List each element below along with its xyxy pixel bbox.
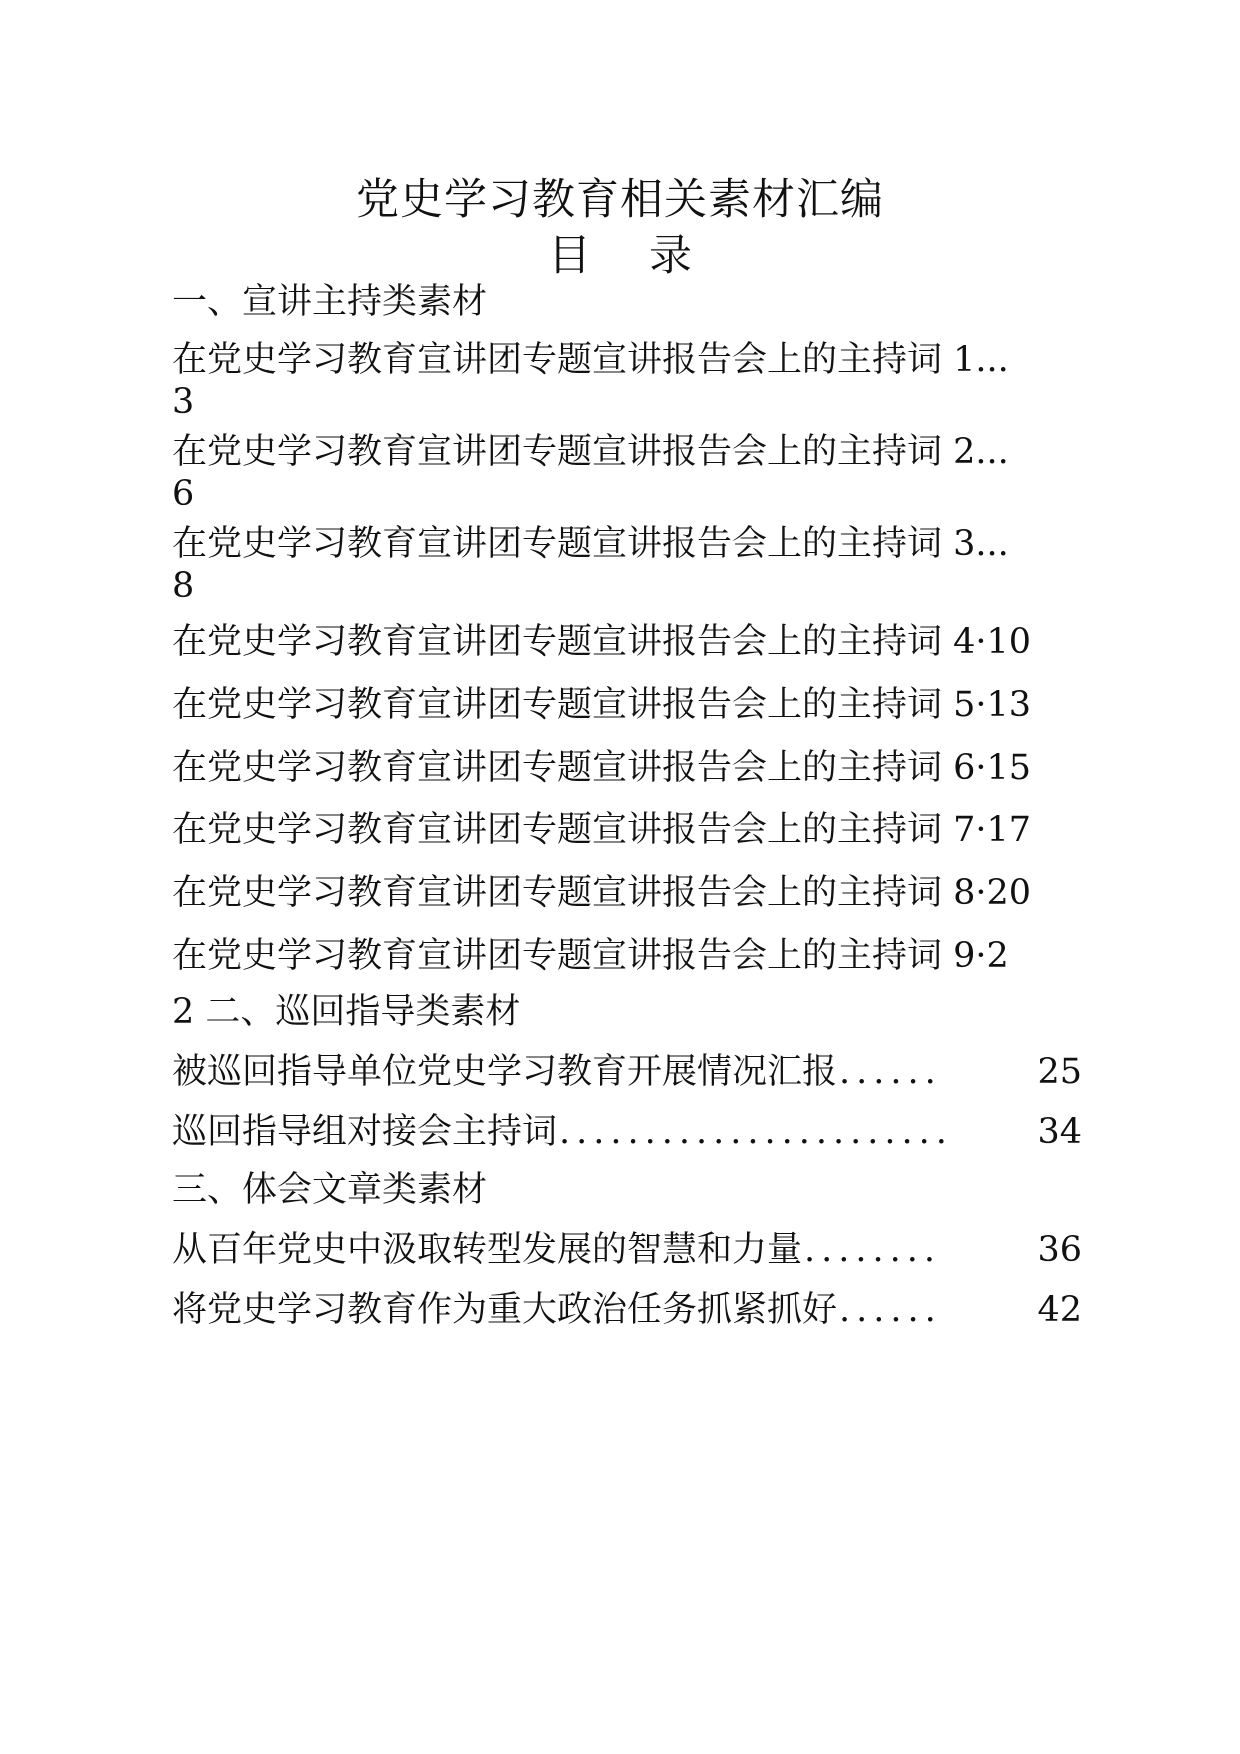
- toc-entry-wrap: 3: [172, 382, 195, 422]
- toc-entry-text: 在党史学习教育宣讲团专题宣讲报告会上的主持词: [172, 810, 943, 850]
- toc-entry-text: 在党史学习教育宣讲团专题宣讲报告会上的主持词: [172, 524, 943, 564]
- toc-entry-leader: ........: [804, 1230, 942, 1270]
- toc-section-heading: 2 二、巡回指导类素材: [172, 992, 521, 1032]
- toc-entry: [172, 683, 1082, 727]
- toc-entry-wrap: 8: [172, 566, 195, 606]
- toc-entry-page: 36: [1037, 1230, 1082, 1270]
- toc-entry: [172, 338, 1082, 382]
- toc-entry-suffix: 9·2: [942, 936, 1009, 976]
- toc-entry: [172, 871, 1082, 915]
- toc-entry-suffix: 7·17: [942, 810, 1032, 850]
- toc-entry-suffix: 4·10: [942, 622, 1032, 662]
- toc-entry-text: 在党史学习教育宣讲团专题宣讲报告会上的主持词: [172, 873, 943, 913]
- toc-entry-text: 在党史学习教育宣讲团专题宣讲报告会上的主持词: [172, 685, 943, 725]
- toc-entry-leader: .......................: [559, 1112, 953, 1152]
- toc-heading: [0, 228, 1240, 284]
- toc-entry: [172, 808, 1082, 852]
- toc-entry-suffix: 8·20: [942, 873, 1032, 913]
- toc-entry: [172, 1288, 1082, 1332]
- toc-entry-wrap: 6: [172, 474, 195, 514]
- toc-section-heading: 三、体会文章类素材: [172, 1170, 488, 1210]
- toc-heading-left: 目: [548, 231, 591, 281]
- toc-entry-text: 从百年党史中汲取转型发展的智慧和力量: [172, 1230, 803, 1270]
- toc-entry: [172, 620, 1082, 664]
- toc-entry-text: 在党史学习教育宣讲团专题宣讲报告会上的主持词: [172, 936, 943, 976]
- toc-entry-page: 42: [1037, 1290, 1082, 1330]
- toc-entry-text: 在党史学习教育宣讲团专题宣讲报告会上的主持词: [172, 432, 943, 472]
- toc-entry-suffix: 5·13: [942, 685, 1032, 725]
- toc-entry: [172, 934, 1082, 978]
- toc-entry-text: 在党史学习教育宣讲团专题宣讲报告会上的主持词: [172, 622, 943, 662]
- toc-entry-suffix: 2...: [942, 432, 1009, 472]
- toc-entry: [172, 522, 1082, 566]
- toc-entry-text: 在党史学习教育宣讲团专题宣讲报告会上的主持词: [172, 340, 943, 380]
- toc-entry-text: 巡回指导组对接会主持词: [172, 1112, 558, 1152]
- toc-entry-suffix: 1...: [942, 340, 1009, 380]
- toc-entry: [172, 1228, 1082, 1272]
- toc-entry: [172, 1110, 1082, 1154]
- toc-entry-page: 25: [1037, 1052, 1082, 1092]
- toc-entry-leader: ......: [839, 1290, 942, 1330]
- toc-entry: [172, 430, 1082, 474]
- document-title: 党史学习教育相关素材汇编: [356, 175, 884, 225]
- toc-entry-text: 在党史学习教育宣讲团专题宣讲报告会上的主持词: [172, 748, 943, 788]
- toc-entry-suffix: 3...: [942, 524, 1009, 564]
- toc-entry-suffix: 6·15: [942, 748, 1032, 788]
- toc-entry-text: 被巡回指导单位党史学习教育开展情况汇报: [172, 1052, 838, 1092]
- toc-entry: [172, 1050, 1082, 1094]
- toc-entry: [172, 746, 1082, 790]
- toc-entry-leader: ......: [839, 1052, 942, 1092]
- toc-heading-right: 录: [649, 231, 692, 281]
- toc-section-heading: 一、宣讲主持类素材: [172, 282, 488, 322]
- toc-entry-text: 将党史学习教育作为重大政治任务抓紧抓好: [172, 1290, 838, 1330]
- toc-entry-page: 34: [1037, 1112, 1082, 1152]
